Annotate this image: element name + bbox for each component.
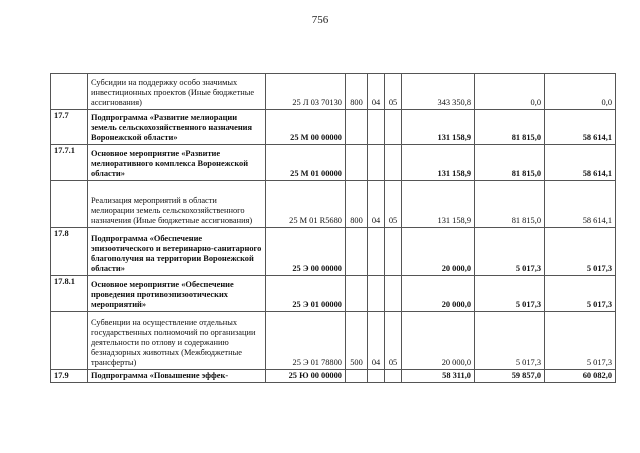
- amount-year-2: 81 815,0: [475, 145, 545, 181]
- page-number: 756: [311, 14, 329, 26]
- amount-year-3: 58 614,1: [545, 110, 616, 145]
- section-code: 04: [368, 181, 385, 228]
- amount-year-3: 5 017,3: [545, 276, 616, 312]
- amount-year-1: 343 350,8: [402, 74, 475, 110]
- section-code: [368, 228, 385, 276]
- amount-year-2: 59 857,0: [475, 370, 545, 383]
- amount-year-1: 131 158,9: [402, 145, 475, 181]
- section-code: 04: [368, 74, 385, 110]
- expense-type: [346, 110, 368, 145]
- subsection-code: [385, 228, 402, 276]
- expense-type: [346, 276, 368, 312]
- amount-year-2: 5 017,3: [475, 312, 545, 370]
- amount-year-3: 0,0: [545, 74, 616, 110]
- amount-year-3: 58 614,1: [545, 181, 616, 228]
- row-description: Основное мероприятие «Обеспечение проведения противоэпизоотических мероприятий»: [88, 276, 266, 312]
- target-code: 25 М 00 00000: [266, 110, 346, 145]
- row-number: [51, 74, 88, 110]
- amount-year-3: 60 082,0: [545, 370, 616, 383]
- row-number: [51, 312, 88, 370]
- table-row: [51, 228, 616, 276]
- row-description: Подпрограмма «Развитие мелиорации земель сельскохозяйственного назначения Воронежской области»: [88, 110, 266, 145]
- expense-type: 800: [346, 74, 368, 110]
- subsection-code: 05: [385, 312, 402, 370]
- amount-year-1: 20 000,0: [402, 276, 475, 312]
- row-description: Подпрограмма «Повышение эффек-: [88, 370, 266, 383]
- row-description: Реализация мероприятий в области мелиорации земель сельскохозяйственного назначения (Иные бюджетные ассигнования): [88, 181, 266, 228]
- amount-year-1: 20 000,0: [402, 312, 475, 370]
- subsection-code: [385, 370, 402, 383]
- amount-year-2: 5 017,3: [475, 276, 545, 312]
- amount-year-3: 58 614,1: [545, 145, 616, 181]
- expense-type: 800: [346, 181, 368, 228]
- subsection-code: [385, 145, 402, 181]
- section-code: [368, 276, 385, 312]
- amount-year-2: 81 815,0: [475, 110, 545, 145]
- target-code: 25 Э 01 78800: [266, 312, 346, 370]
- section-code: [368, 110, 385, 145]
- row-description: Подпрограмма «Обеспечение эпизоотического и ветеринарно-санитарного благополучия на территории Воронежской области»: [88, 228, 266, 276]
- table-row: [51, 312, 616, 370]
- amount-year-1: 20 000,0: [402, 228, 475, 276]
- table-row: [51, 110, 616, 145]
- row-description: Субсидии на поддержку особо значимых инвестиционных проектов (Иные бюджетные ассигнования): [88, 74, 266, 110]
- table-row: [51, 276, 616, 312]
- target-code: 25 Э 01 00000: [266, 276, 346, 312]
- amount-year-2: 0,0: [475, 74, 545, 110]
- budget-table-body: [51, 74, 616, 383]
- section-code: [368, 370, 385, 383]
- amount-year-2: 5 017,3: [475, 228, 545, 276]
- table-row: [51, 370, 616, 383]
- expense-type: [346, 370, 368, 383]
- subsection-code: [385, 110, 402, 145]
- row-number: 17.8: [51, 228, 88, 276]
- table-row: [51, 181, 616, 228]
- target-code: 25 Л 03 70130: [266, 74, 346, 110]
- target-code: 25 Э 00 00000: [266, 228, 346, 276]
- subsection-code: 05: [385, 74, 402, 110]
- budget-table: [50, 73, 616, 383]
- section-code: [368, 145, 385, 181]
- row-description: Субвенции на осуществление отдельных государственных полномочий по организации деятельности по отлову и содержанию безнадзорных животных (Межбюджетные трансферты): [88, 312, 266, 370]
- table-row: [51, 145, 616, 181]
- target-code: 25 М 01 00000: [266, 145, 346, 181]
- subsection-code: [385, 276, 402, 312]
- amount-year-3: 5 017,3: [545, 312, 616, 370]
- target-code: 25 Ю 00 00000: [266, 370, 346, 383]
- amount-year-3: 5 017,3: [545, 228, 616, 276]
- amount-year-1: 58 311,0: [402, 370, 475, 383]
- subsection-code: 05: [385, 181, 402, 228]
- amount-year-1: 131 158,9: [402, 110, 475, 145]
- amount-year-1: 131 158,9: [402, 181, 475, 228]
- amount-year-2: 81 815,0: [475, 181, 545, 228]
- expense-type: 500: [346, 312, 368, 370]
- target-code: 25 М 01 R5680: [266, 181, 346, 228]
- row-description: Основное мероприятие «Развитие мелиоративного комплекса Воронежской области»: [88, 145, 266, 181]
- row-number: 17.9: [51, 370, 88, 383]
- row-number: [51, 181, 88, 228]
- row-number: 17.7.1: [51, 145, 88, 181]
- table-row: [51, 74, 616, 110]
- row-number: 17.8.1: [51, 276, 88, 312]
- expense-type: [346, 145, 368, 181]
- section-code: 04: [368, 312, 385, 370]
- row-number: 17.7: [51, 110, 88, 145]
- expense-type: [346, 228, 368, 276]
